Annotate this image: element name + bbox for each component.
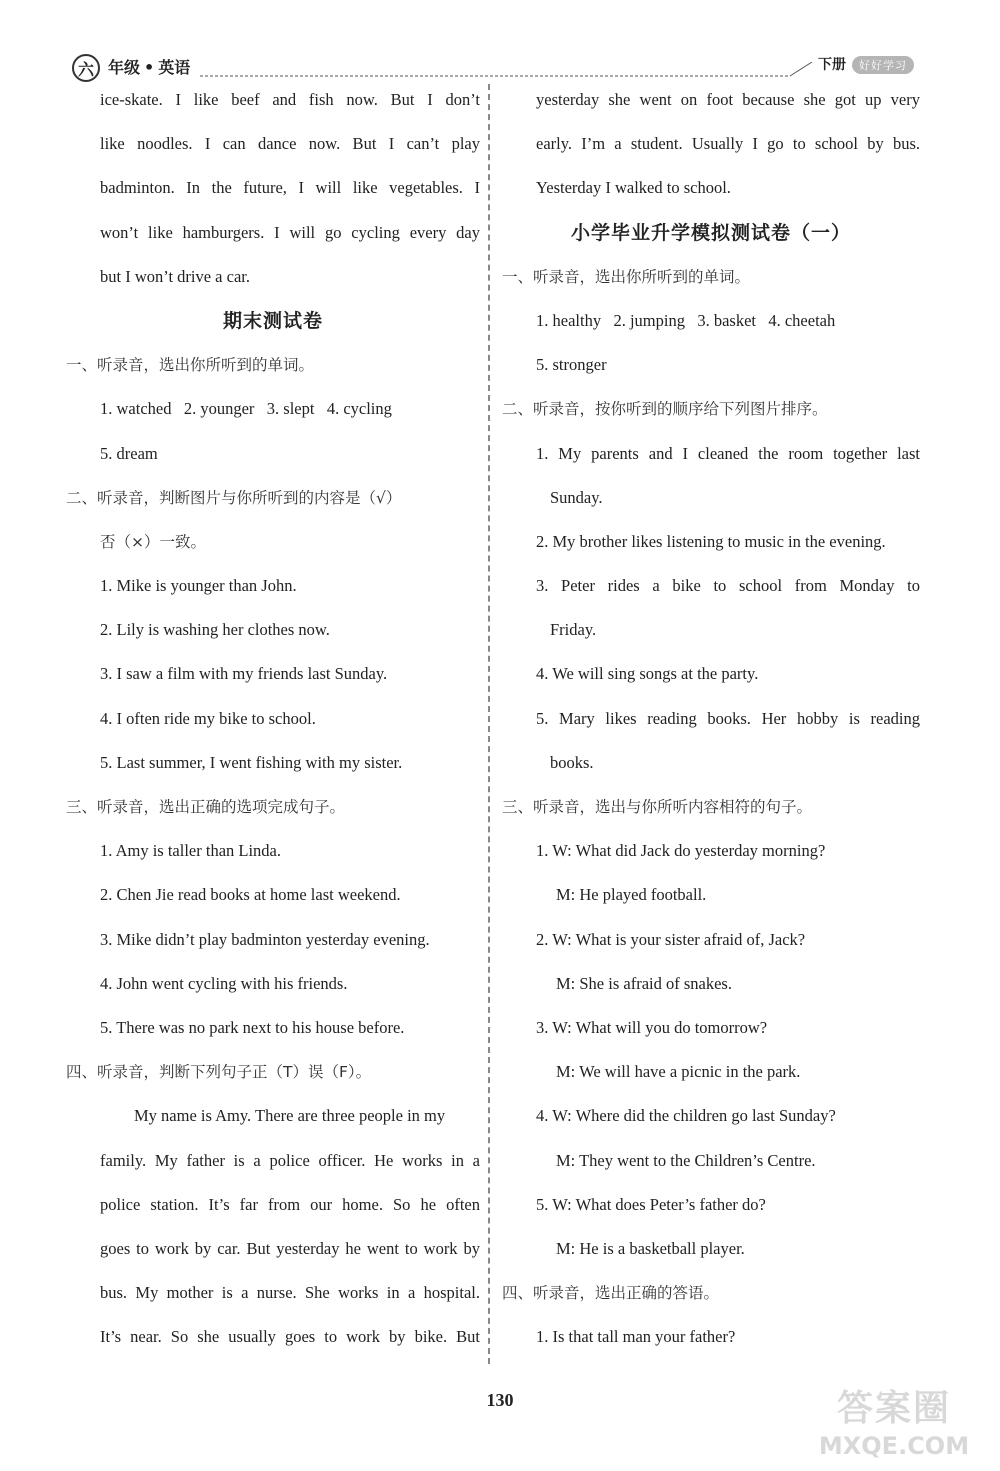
watermark-logo bbox=[806, 1380, 982, 1466]
dialogue-line: 1. W: What did Jack do yesterday morning? bbox=[536, 841, 826, 861]
dialogue-line: M: She is afraid of snakes. bbox=[556, 973, 732, 993]
dialogue-line: 3. W: What will you do tomorrow? bbox=[536, 1017, 768, 1037]
question-heading: 二、听录音，判断图片与你所听到的内容是（√） bbox=[66, 488, 402, 507]
left-column bbox=[66, 78, 480, 1359]
list-item: 4. I often ride my bike to school. bbox=[100, 708, 316, 728]
subject-label: 英语 bbox=[158, 58, 191, 77]
text-line: yesterday she went on foot because she got up very bbox=[536, 90, 920, 109]
list-item: 5. Last summer, I went fishing with my sister. bbox=[100, 752, 403, 772]
page-number: 130 bbox=[486, 1390, 514, 1410]
dialogue-line: M: They went to the Children’s Centre. bbox=[556, 1150, 816, 1170]
grade-subject-label bbox=[108, 55, 190, 78]
paragraph-line: family. My father is a police officer. He works in a bbox=[100, 1150, 480, 1170]
paragraph-line: police station. It’s far from our home. So he often bbox=[100, 1194, 480, 1214]
list-item-cont: books. bbox=[550, 752, 594, 772]
list-item: 1. Mike is younger than John. bbox=[100, 576, 297, 596]
paragraph-line: My name is Amy. There are three people in my bbox=[134, 1106, 446, 1126]
paragraph-line: It’s near. So she usually goes to work by bike. But bbox=[100, 1327, 480, 1347]
grade-badge: 六 bbox=[72, 54, 100, 82]
separator-dot-icon: • bbox=[144, 58, 155, 77]
paragraph-line: goes to work by car. But yesterday he went to work by bbox=[100, 1238, 480, 1258]
text-line: but I won’t drive a car. bbox=[100, 266, 250, 286]
question-heading: 三、听录音，选出与你所听内容相符的句子。 bbox=[502, 798, 813, 816]
list-item: 3. I saw a film with my friends last Sunday. bbox=[100, 664, 388, 684]
list-item: 1. Is that tall man your father? bbox=[536, 1327, 736, 1347]
right-column bbox=[502, 78, 920, 1359]
list-item: 3. Peter rides a bike to school from Monday to bbox=[536, 576, 920, 596]
list-item: 1. My parents and I cleaned the room together last bbox=[536, 443, 920, 463]
paragraph-line: bus. My mother is a nurse. She works in a hospital. bbox=[100, 1283, 480, 1303]
list-item: 2. Lily is washing her clothes now. bbox=[100, 620, 330, 640]
text-line: badminton. In the future, I will like vegetables. I bbox=[100, 178, 480, 198]
question-heading: 一、听录音，选出你所听到的单词。 bbox=[66, 356, 315, 375]
question-heading-cont: 否（×）一致。 bbox=[100, 532, 206, 551]
list-item: 1. healthy 2. jumping 3. basket 4. cheetah bbox=[536, 310, 836, 330]
list-item: 1. watched 2. younger 3. slept 4. cycling bbox=[100, 399, 392, 419]
dialogue-line: M: He played football. bbox=[556, 885, 707, 905]
list-item: 2. My brother likes listening to music in the evening. bbox=[536, 531, 886, 551]
list-item: 5. dream bbox=[100, 443, 158, 463]
list-item: 4. John went cycling with his friends. bbox=[100, 973, 348, 993]
list-item: 5. stronger bbox=[536, 355, 607, 375]
list-item: 4. We will sing songs at the party. bbox=[536, 664, 759, 684]
text-line: ice-skate. I like beef and fish now. But I don’t bbox=[100, 90, 480, 109]
dialogue-line: M: He is a basketball player. bbox=[556, 1238, 745, 1258]
list-item: 5. Mary likes reading books. Her hobby is reading bbox=[536, 708, 920, 728]
list-item-cont: Friday. bbox=[550, 620, 597, 640]
question-heading: 四、听录音，选出正确的答语。 bbox=[502, 1284, 720, 1303]
watermark-title: 答案圈 bbox=[836, 1388, 951, 1429]
dialogue-line: M: We will have a picnic in the park. bbox=[556, 1062, 801, 1082]
page-header bbox=[0, 0, 1000, 90]
question-heading: 三、听录音，选出正确的选项完成句子。 bbox=[66, 798, 346, 816]
column-divider bbox=[488, 84, 490, 1364]
question-heading: 二、听录音，按你听到的顺序给下列图片排序。 bbox=[502, 400, 828, 419]
list-item-cont: Sunday. bbox=[550, 487, 603, 507]
text-line: won’t like hamburgers. I will go cycling every day bbox=[100, 222, 480, 242]
brand-logo: 好好学习 bbox=[852, 56, 914, 74]
watermark-url: MXQE.COM bbox=[818, 1432, 970, 1460]
dialogue-line: 2. W: What is your sister afraid of, Jack? bbox=[536, 929, 806, 949]
list-item: 2. Chen Jie read books at home last weekend. bbox=[100, 885, 401, 905]
list-item: 5. There was no park next to his house before. bbox=[100, 1017, 405, 1037]
grade-label: 年级 bbox=[108, 58, 141, 77]
text-line: early. I’m a student. Usually I go to school by bus. bbox=[536, 134, 920, 154]
dialogue-line: 4. W: Where did the children go last Sunday? bbox=[536, 1106, 836, 1126]
section-title: 小学毕业升学模拟测试卷（一） bbox=[570, 221, 851, 244]
text-line: like noodles. I can dance now. But I can’t play bbox=[100, 134, 480, 154]
list-item: 1. Amy is taller than Linda. bbox=[100, 841, 282, 861]
volume-label: 下册 bbox=[818, 57, 846, 73]
text-line: Yesterday I walked to school. bbox=[536, 178, 731, 198]
section-title: 期末测试卷 bbox=[222, 309, 323, 332]
list-item: 3. Mike didn’t play badminton yesterday evening. bbox=[100, 929, 430, 949]
question-heading: 一、听录音，选出你所听到的单词。 bbox=[502, 267, 751, 286]
question-heading: 四、听录音，判断下列句子正（T）误（F）。 bbox=[66, 1063, 372, 1082]
dialogue-line: 5. W: What does Peter’s father do? bbox=[536, 1194, 766, 1214]
